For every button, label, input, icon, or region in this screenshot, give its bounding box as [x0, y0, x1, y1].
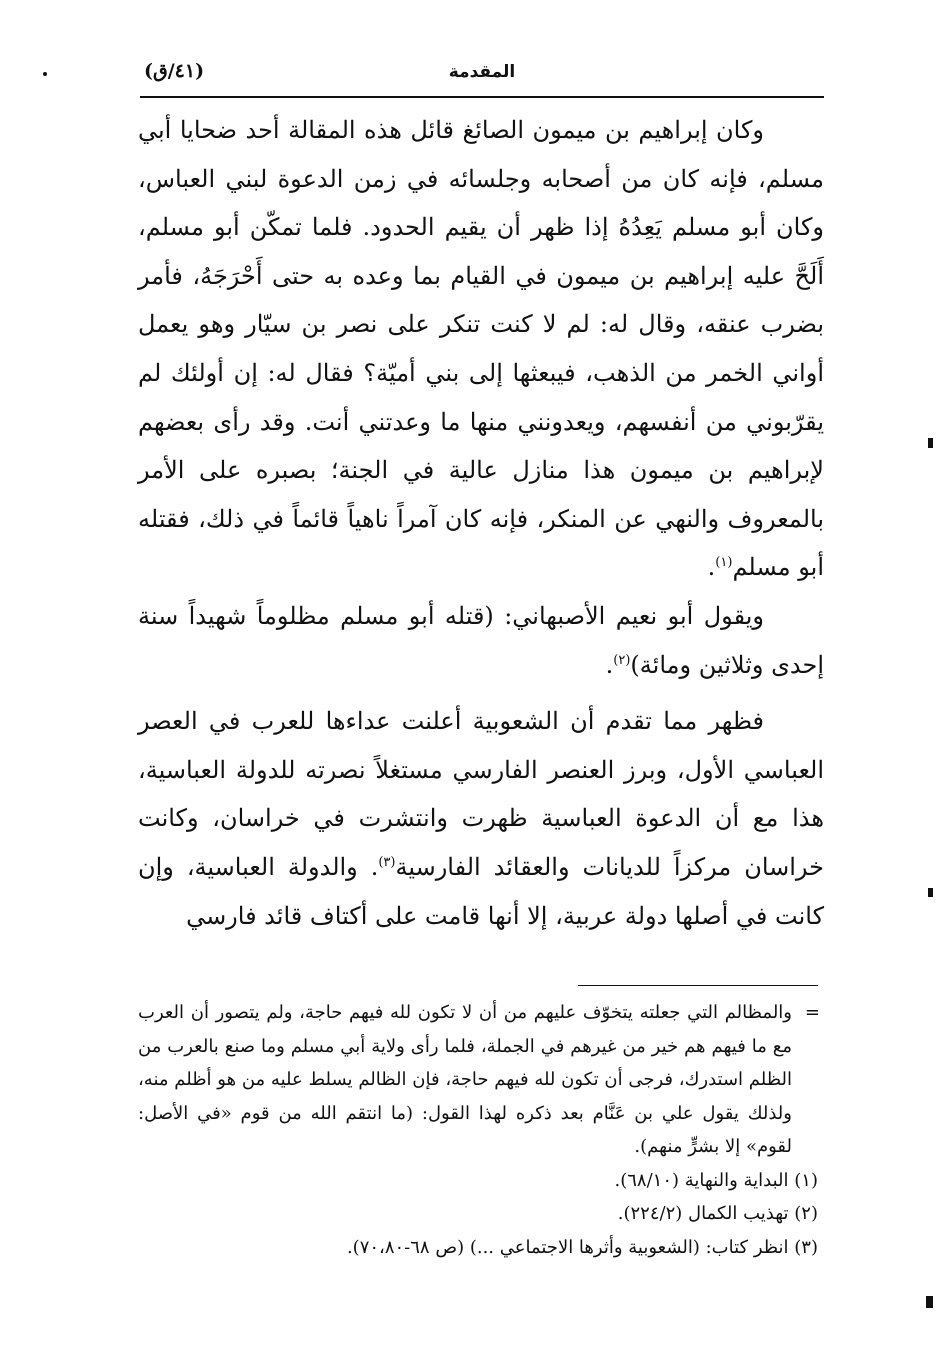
footnote-continuation	[138, 996, 824, 1164]
footnotes	[138, 996, 824, 1264]
period: .	[707, 553, 716, 582]
scan-speck	[926, 1296, 933, 1308]
page-reference: (٤١/ق)	[144, 60, 205, 82]
footnote-continuation-text: والمظالم التي جعلته يتخوّف عليهم من أن لا تكون لله فيهم حاجة، ولم يتصور أن العرب مع ما فيهم هم خير من غيرهم في الجملة، فلما رأى ولاية أبي مسلم وما صنع بالعرب من الظلم استدرك، فرجى أن تكون لله فيهم حاجة، فإن الظالم يسلط عليه من هو أظلم منه، ولذلك يقول علي بن عَنَّام بعد ذكره لهذا القول: (ما انتقم الله من قوم «في الأصل: لقوم» إلا بشرٍّ منهم).	[138, 1002, 792, 1157]
scan-speck	[928, 888, 933, 897]
running-header	[140, 60, 824, 96]
paragraph-3-text: فظهر مما تقدم أن الشعوبية أعلنت عداءها للعرب في العصر العباسي الأول، وبرز العنصر الفارسي مستغلاً نصرته للدولة العباسية، هذا مع أن الدعوة العباسية ظهرت وانتشرت في خراسان، وكانت خراسان مركزاً للديانات والعقائد الفارسية	[138, 707, 824, 881]
scan-speck	[928, 438, 933, 448]
continuation-mark: =	[804, 1002, 820, 1023]
footnote-ref-2: (٢)	[613, 652, 631, 668]
main-text	[138, 106, 824, 940]
paragraph-1-text: وكان إبراهيم بن ميمون الصائغ قائل هذه المقالة أحد ضحايا أبي مسلم، فإنه كان من أصحابه وجلسائه في زمن الدعوة لبني العباس، وكان أبو مسلم يَعِدُهُ إذا ظهر أن يقيم الحدود. فلما تمكّن أبو مسلم، أَلَحَّ عليه إبراهيم بن ميمون في القيام بما وعده به حتى أَحْرَجَهُ، فأمر بضرب عنقه، وقال له: لم لا كنت تنكر على نصر بن سيّار وهو يعمل أواني الخمر من الذهب، فيبعثها إلى بني أميّة؟ فقال له: إن أولئك لم يقرّبوني من أنفسهم، ويعدونني منها ما وعدتني أنت. وقد رأى بعضهم لإبراهيم بن ميمون هذا منازل عالية في الجنة؛ بصبره على الأمر بالمعروف والنهي عن المنكر، فإنه كان آمراً ناهياً قائماً في ذلك، فقتله أبو مسلم	[138, 116, 825, 582]
footnote-ref-1: (١)	[715, 555, 733, 571]
paragraph-3	[138, 697, 824, 940]
footnote-3: (٣) انظر كتاب: (الشعوبية وأثرها الاجتماعي ...) (ص ٦٨-٧٠،٨٠).	[346, 1236, 818, 1258]
footnote-ref-3: (٣)	[378, 854, 396, 870]
footnote-1: (١) البداية والنهاية (٦٨/١٠).	[614, 1169, 818, 1191]
chapter-title: المقدمة	[448, 62, 516, 82]
period: .	[370, 852, 379, 881]
scan-dot	[43, 72, 47, 76]
header-rule	[140, 96, 824, 98]
period: .	[605, 650, 614, 679]
paragraph-1	[138, 106, 824, 592]
footnote-2: (٢) تهذيب الكمال (٢٢٤/٢).	[617, 1203, 818, 1224]
paragraph-3-continuation: والدولة العباسية، وإن كانت في أصلها دولة عربية، إلا أنها قامت على أكتاف قائد فارسي	[138, 852, 824, 930]
footnote-rule	[578, 985, 818, 986]
paragraph-2-text: ويقول أبو نعيم الأصبهاني: (قتله أبو مسلم مظلوماً شهيداً سنة إحدى وثلاثين ومائة)	[138, 601, 824, 679]
paragraph-2	[138, 592, 824, 689]
